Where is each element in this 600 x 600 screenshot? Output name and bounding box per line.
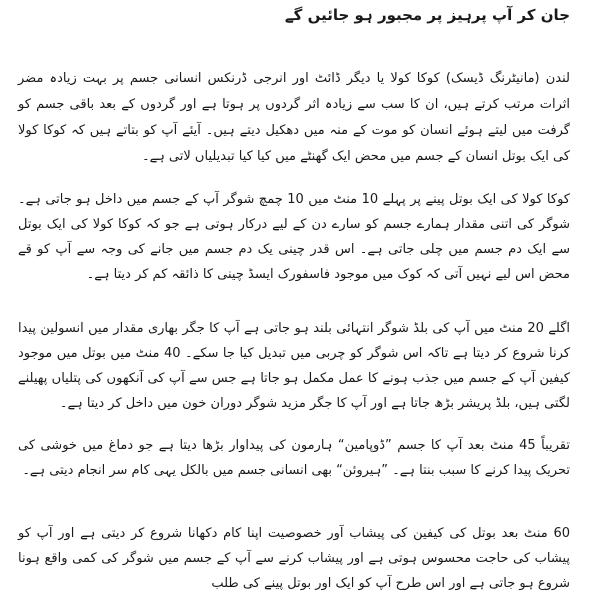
article-paragraph-intro: لندن (مانیٹرنگ ڈیسک) کوکا کولا یا دیگر ڈائٹ اور انرجی ڈرنکس انسانی جسم پر بہت زیادہ مضر اثرات مرتب کرتے ہیں، ان کا سب سے زیادہ اثر گردوں پر ہوتا ہے اور گردوں کے بعد باقی جسم کو گرفت میں لیتے ہوئے انسان کو موت کے منہ میں دھکیل دیتے ہیں۔ آیئے آپ کو بتاتے ہیں کہ کوکا کولا کی ایک بوتل انسان کے جسم میں محض ایک گھنٹے میں کیا کیا تبدیلیاں لاتی ہے۔	[18, 71, 570, 164]
article-headline: جان کر آپ پرہیز پر مجبور ہو جائیں گے	[284, 6, 570, 24]
article-paragraph-20-40-minutes: اگلے 20 منٹ میں آپ کی بلڈ شوگر انتہائی بلند ہو جاتی ہے آپ کا جگر بھاری مقدار میں انسولین پیدا کرنا شروع کر دیتا ہے تاکہ اس شوگر کو چربی میں تبدیل کیا جا سکے۔ 40 منٹ میں بوتل میں موجود کیفین آپ کے جسم میں جذب ہونے کا عمل مکمل ہو جاتا ہے جس سے آپ کی آنکھوں کی پتلیاں پھیلنے لگتی ہیں، بلڈ پریشر بڑھ جاتا ہے اور آپ کا جگر مزید شوگر دوران خون میں داخل کر دیتا ہے۔	[18, 321, 571, 411]
article-paragraph-10-minutes: کوکا کولا کی ایک بوتل پینے پر پہلے 10 منٹ میں 10 چمچ شوگر آپ کے جسم میں داخل ہو جاتی ہے۔ شوگر کی اتنی مقدار ہمارے جسم کو سارے دن کے لیے درکار ہوتی ہے جو کہ کوکا کولا کی ایک بوتل سے ایک دم جسم میں چلی جاتی ہے۔ اس قدر چینی یک دم جسم میں جانے کی وجہ سے آپ کو قے محض اس لیے نہیں آتی کہ کوک میں موجود فاسفورک ایسڈ چینی کا ذائقہ کم کر دیتا ہے۔	[18, 192, 570, 282]
article-paragraph-60-minutes: 60 منٹ بعد بوتل کی کیفین کی پیشاب آور خصوصیت اپنا کام دکھانا شروع کر دیتی ہے اور آپ کو پیشاب کی حاجت محسوس ہوتی ہے اور پیشاب کرنے سے آپ کے جسم میں شوگر کی کمی واقع ہونا شروع ہو جاتی ہے اور اس طرح آپ کو ایک اور بوتل پینے کی طلب	[18, 526, 570, 591]
article-paragraph-45-minutes: تقریباً 45 منٹ بعد آپ کا جسم ”ڈوپامین“ ہارمون کی پیداوار بڑھا دیتا ہے جو دماغ میں خوشی کی تحریک پیدا کرنے کا سبب بنتا ہے۔ ”ہیروئن“ بھی انسانی جسم میں بالکل یہی کام سر انجام دیتی ہے۔	[18, 438, 570, 478]
